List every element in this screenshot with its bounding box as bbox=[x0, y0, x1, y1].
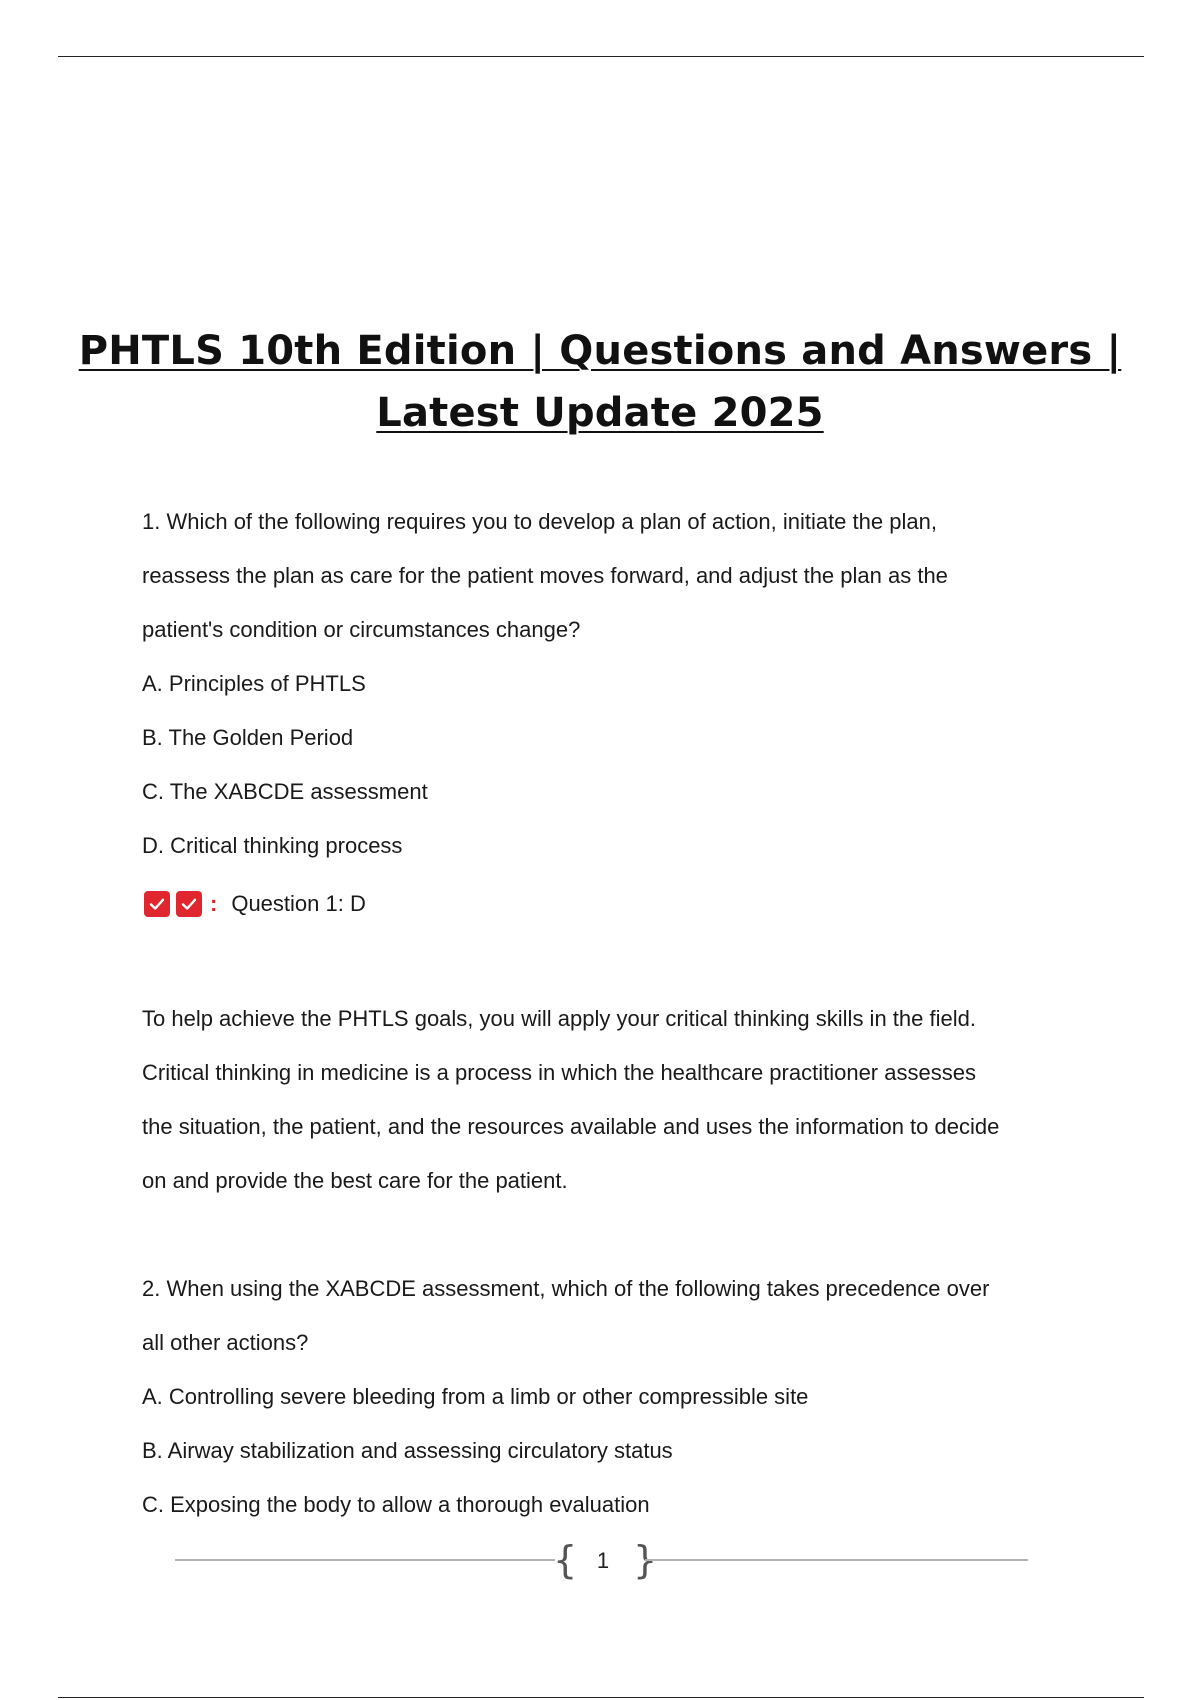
explanation-line-2: Critical thinking in medicine is a process in which the healthcare practitioner assesses bbox=[142, 1060, 976, 1085]
footer-rule-left bbox=[175, 1559, 555, 1561]
question-1-option-b: B. The Golden Period bbox=[142, 725, 354, 750]
question-1-text-line-1: 1. Which of the following requires you to develop a plan of action, initiate the plan, bbox=[142, 509, 937, 534]
page-title-line-2: Latest Update 2025 bbox=[376, 390, 824, 436]
question-1-option-a: A. Principles of PHTLS bbox=[142, 671, 366, 696]
question-1-text-line-3: patient's condition or circumstances change? bbox=[142, 617, 581, 642]
check-icon bbox=[144, 891, 170, 917]
check-icon bbox=[176, 891, 202, 917]
question-2-text-line-1: 2. When using the XABCDE assessment, which of the following takes precedence over bbox=[142, 1276, 990, 1301]
answer-text: Question 1: D bbox=[231, 891, 366, 916]
page-title-line-1: PHTLS 10th Edition | Questions and Answers | bbox=[78, 328, 1122, 374]
explanation-line-4: on and provide the best care for the patient. bbox=[142, 1168, 568, 1193]
page-number: 1 bbox=[596, 1548, 610, 1573]
explanation-line-3: the situation, the patient, and the resources available and uses the information to decide bbox=[142, 1114, 1000, 1139]
question-2-text-line-2: all other actions? bbox=[142, 1330, 309, 1355]
footer-rule-right bbox=[645, 1559, 1028, 1561]
question-1-answer bbox=[144, 889, 366, 919]
question-1-option-c: C. The XABCDE assessment bbox=[142, 779, 428, 804]
footer-close-brace: } bbox=[633, 1538, 658, 1582]
footer-open-brace: { bbox=[553, 1538, 578, 1582]
question-2-option-b: B. Airway stabilization and assessing circulatory status bbox=[142, 1438, 673, 1463]
question-1-option-d: D. Critical thinking process bbox=[142, 833, 403, 858]
bottom-rule bbox=[58, 1697, 1144, 1698]
question-2-option-a: A. Controlling severe bleeding from a limb or other compressible site bbox=[142, 1384, 809, 1409]
question-1-text-line-2: reassess the plan as care for the patient moves forward, and adjust the plan as the bbox=[142, 563, 948, 588]
page-footer bbox=[175, 1538, 1028, 1582]
top-rule bbox=[58, 56, 1144, 57]
answer-marker: : bbox=[210, 891, 218, 916]
question-2-option-c: C. Exposing the body to allow a thorough evaluation bbox=[142, 1492, 650, 1517]
explanation-line-1: To help achieve the PHTLS goals, you will apply your critical thinking skills in the field. bbox=[142, 1006, 976, 1031]
